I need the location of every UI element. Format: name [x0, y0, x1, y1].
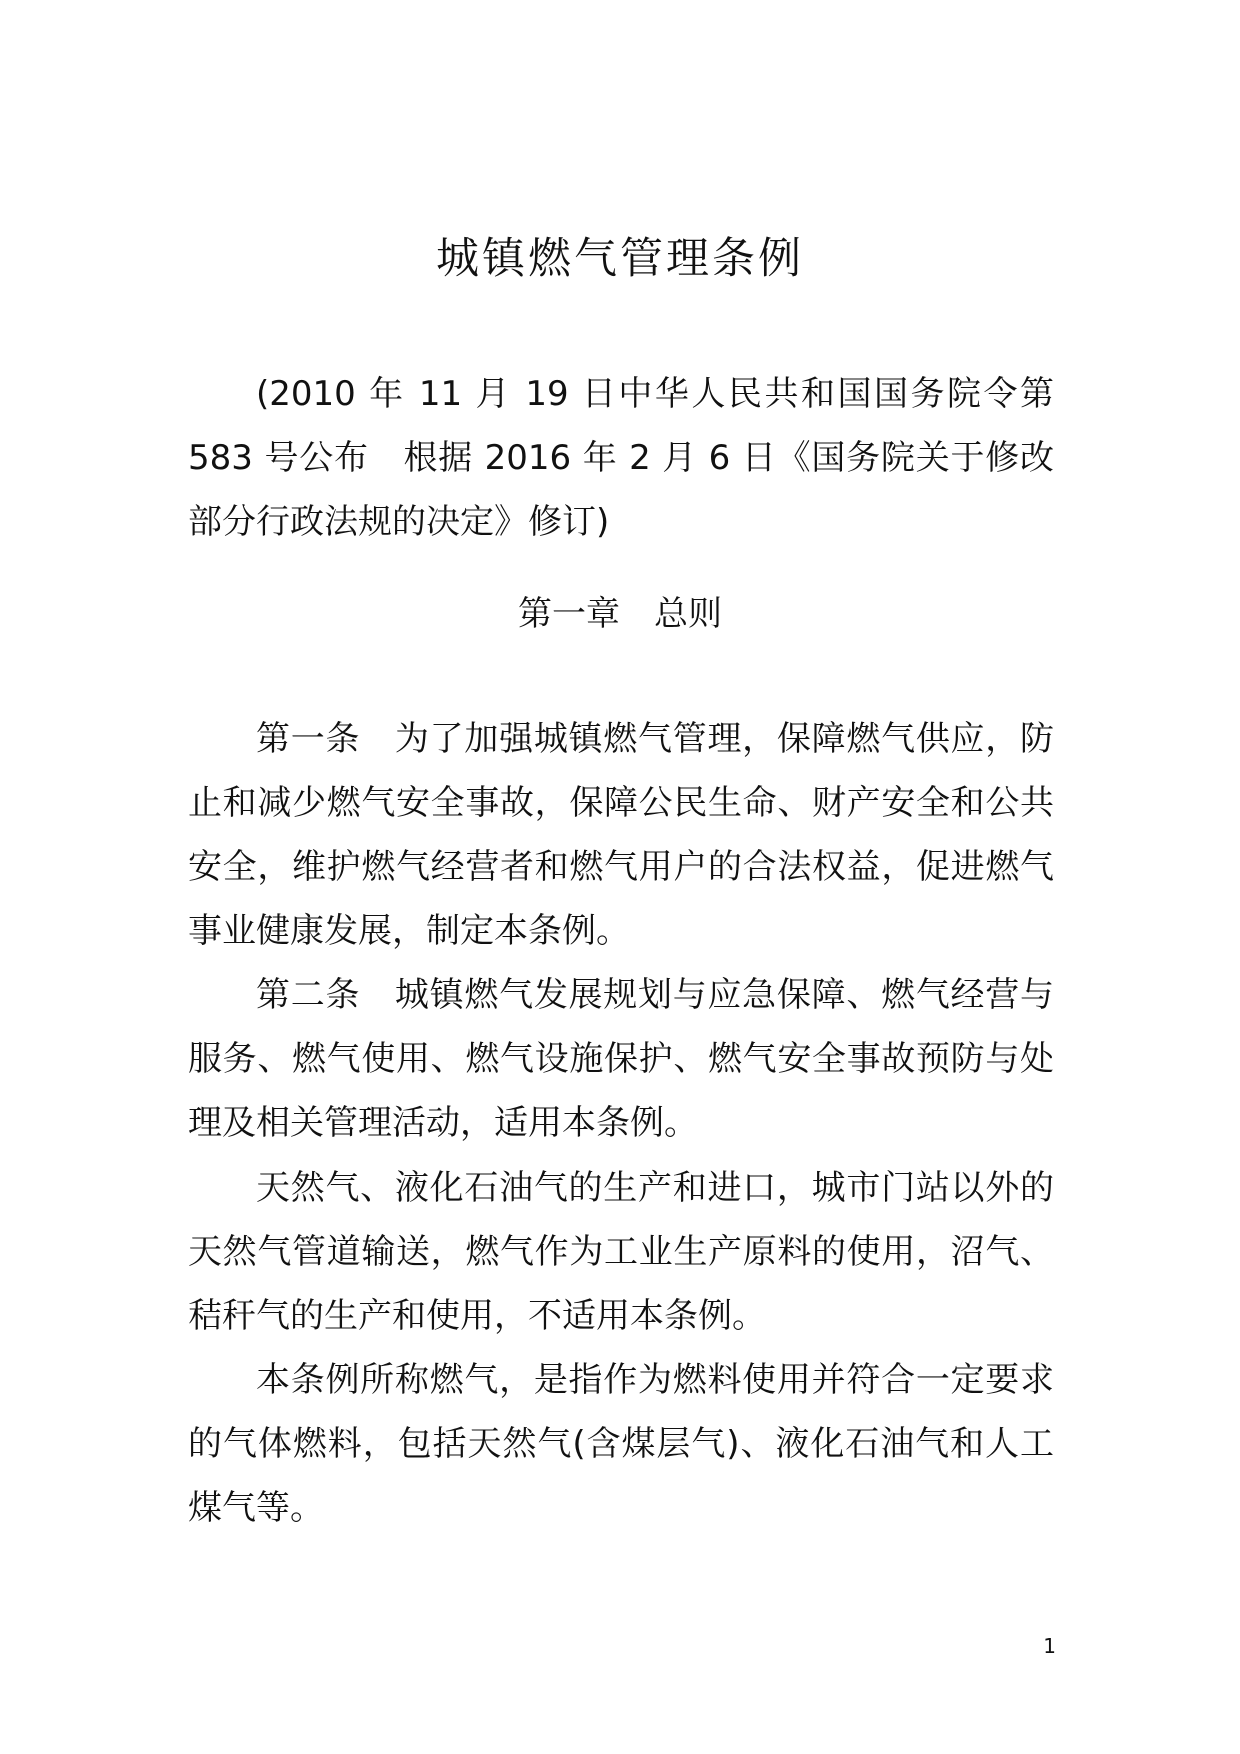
article-2-definition-paragraph: 本条例所称燃气，是指作为燃料使用并符合一定要求的气体燃料，包括天然气(含煤层气)、液化石油气和人工煤气等。 — [188, 1360, 1054, 1528]
chapter-heading: 第一章 总则 — [518, 594, 722, 634]
article-2-paragraph: 第二条 城镇燃气发展规划与应急保障、燃气经营与服务、燃气使用、燃气设施保护、燃气安全事故预防与处理及相关管理活动，适用本条例。 — [188, 975, 1054, 1143]
page-number: 1 — [1043, 1634, 1056, 1658]
promulgation-note: (2010 年 11 月 19 日中华人民共和国国务院令第 583 号公布 根据 2016 年 2 月 6 日《国务院关于修改部分行政法规的决定》修订) — [188, 374, 1065, 542]
document-title: 城镇燃气管理条例 — [436, 234, 804, 284]
article-2-scope-exclusion-paragraph: 天然气、液化石油气的生产和进口，城市门站以外的天然气管道输送，燃气作为工业生产原料的使用，沼气、秸秆气的生产和使用，不适用本条例。 — [188, 1168, 1054, 1336]
article-1-paragraph: 第一条 为了加强城镇燃气管理，保障燃气供应，防止和减少燃气安全事故，保障公民生命、财产安全和公共安全，维护燃气经营者和燃气用户的合法权益，促进燃气事业健康发展，制定本条例。 — [188, 719, 1054, 951]
